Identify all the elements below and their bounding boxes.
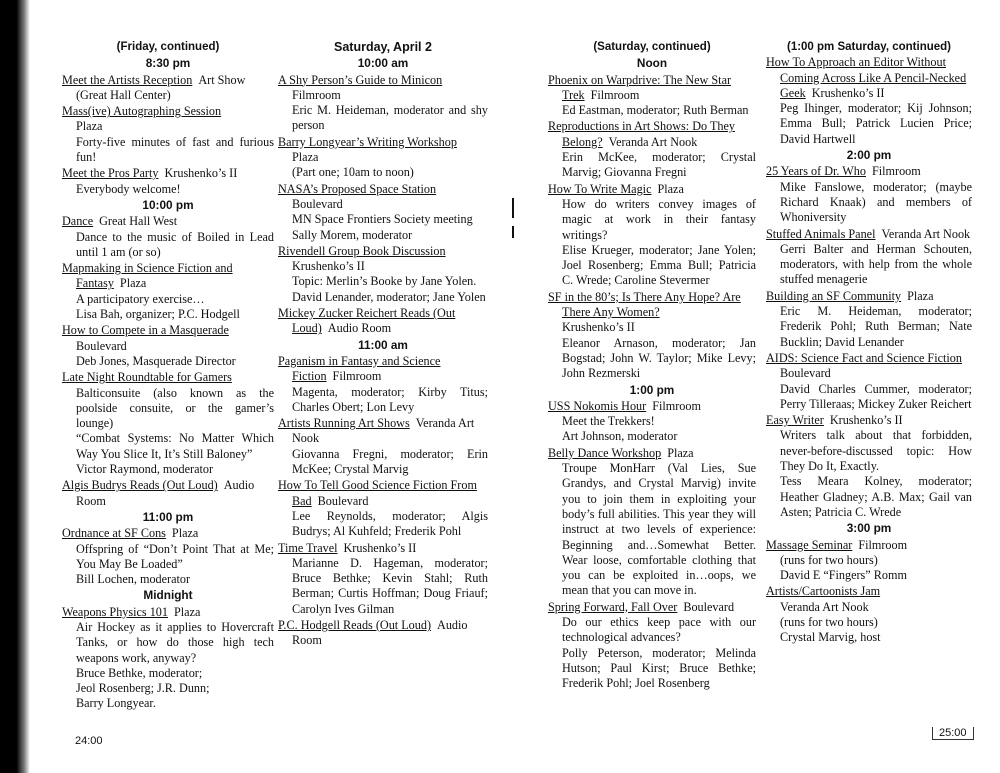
event-title: USS Nokomis Hour (548, 398, 647, 413)
event-location: Plaza (119, 276, 147, 291)
program-event (278, 73, 488, 134)
event-detail-line: Ed Eastman, moderator; Ruth Berman (562, 103, 749, 118)
event-detail-line: Deb Jones, Masquerade Director (76, 353, 236, 368)
program-event (766, 413, 972, 520)
event-detail-line: MN Space Frontiers Society meeting (292, 212, 473, 227)
event-location: Veranda Art Nook (608, 134, 698, 149)
program-event (766, 289, 972, 350)
event-detail-line: Eric M. Heideman, moderator and shy person (292, 103, 488, 133)
event-title: Reproductions in Art Shows: Do They Belong? (548, 119, 735, 149)
time-heading: 8:30 pm (145, 56, 191, 71)
event-detail-line: Writers talk about that forbidden, never-before-discussed topic: How They Do It, Exactly. (780, 428, 972, 474)
program-event (62, 73, 274, 104)
event-location: Filmroom (871, 164, 921, 179)
event-title: A Shy Person’s Guide to Minicon (278, 72, 443, 87)
event-detail-line: Lee Reynolds, moderator; Algis Budrys; Al Kuhfeld; Frederik Pohl (292, 508, 488, 539)
event-location: Great Hall West (99, 214, 178, 229)
event-title: Barry Longyear’s Writing Workshop (278, 134, 457, 149)
event-detail-line: David E “Fingers” Romm (780, 568, 907, 583)
time-heading: 1:00 pm (629, 382, 675, 397)
event-title: Meet the Pros Party (62, 166, 159, 181)
event-detail-line: Gerri Balter and Herman Schouten, moderators, with help from the whole stuffed menagerie (780, 241, 972, 287)
event-title: Building an SF Community (766, 288, 902, 303)
program-event (278, 135, 488, 181)
program-event (278, 478, 488, 539)
event-detail-line: (runs for two hours) (780, 614, 878, 629)
program-event (62, 526, 274, 587)
event-title: How To Approach an Editor Without Coming Across Like A Pencil-Necked Geek (766, 55, 967, 100)
event-title: Dance (62, 214, 94, 229)
program-event (278, 306, 488, 337)
event-detail-line: Forty-five minutes of fast and furious fun! (76, 134, 274, 165)
program-event (548, 73, 756, 119)
program-event (766, 55, 972, 147)
time-heading: 11:00 pm (142, 509, 194, 524)
event-detail-line: Boulevard (76, 338, 127, 353)
event-detail-line: Jeol Rosenberg; J.R. Dunn; (76, 681, 210, 696)
event-title: Massage Seminar (766, 537, 853, 552)
col4-sections (766, 55, 972, 645)
event-location: Veranda Art Nook (292, 416, 475, 446)
event-location: Krushenko’s II (164, 166, 238, 181)
program-event (62, 104, 274, 165)
event-detail-line: Balticonsuite (also known as the poolside consuite, or the gamer’s lounge) (76, 385, 274, 431)
fold-mark (512, 198, 514, 218)
event-location: Veranda Art Nook (881, 226, 971, 241)
event-detail-line: Bill Lochen, moderator (76, 572, 191, 587)
program-event (278, 416, 488, 477)
event-detail-line: Tess Meara Kolney, moderator; Heather Gladney; A.B. Max; Gail van Asten; Patricia C. Wrede (780, 474, 972, 519)
event-title: Time Travel (278, 540, 338, 555)
event-title: SF in the 80’s; Is There Any Hope? Are There Any Women? (548, 289, 741, 320)
event-location: Plaza (907, 288, 934, 303)
event-title: 25 Years of Dr. Who (766, 164, 866, 179)
program-event (548, 290, 756, 382)
program-event (278, 541, 488, 617)
event-location: Filmroom (590, 87, 640, 102)
event-title: Meet the Artists Reception (62, 72, 193, 87)
event-title: Mickey Zucker Reichert Reads (Out Loud) (278, 306, 456, 336)
time-heading: 10:00 am (357, 56, 409, 71)
program-event (62, 323, 274, 369)
page-number-left: 24:00 (75, 735, 103, 747)
event-detail-line: Eric M. Heideman, moderator; Frederik Pohl; Ruth Berman; Nate Bucklin; David Lenander (780, 304, 972, 349)
event-title: Late Night Roundtable for Gamers (62, 370, 232, 385)
event-detail-line: Boulevard (780, 366, 831, 381)
time-heading: 11:00 am (358, 337, 408, 352)
program-event (766, 227, 972, 288)
program-event (548, 182, 756, 289)
event-detail-line: Plaza (76, 119, 103, 134)
col1-sections (62, 56, 274, 711)
event-detail-line: Giovanna Fregni, moderator; Erin McKee; Crystal Marvig (292, 446, 488, 477)
program-event (62, 261, 274, 322)
event-location: Filmroom (652, 398, 701, 413)
program-event (548, 399, 756, 445)
event-detail-line: Magenta, moderator; Kirby Titus; Charles Obert; Lon Levy (292, 384, 488, 414)
event-detail-line: Meet the Trekkers! (562, 414, 655, 429)
time-heading: 10:00 pm (142, 197, 194, 212)
event-detail-line: Plaza (292, 150, 319, 165)
event-detail-line: Art Johnson, moderator (562, 429, 678, 444)
binding-shadow (0, 0, 30, 773)
event-title: Rivendell Group Book Discussion (278, 243, 446, 258)
program-event (278, 182, 488, 243)
time-heading: 3:00 pm (846, 521, 892, 536)
event-detail-line: Eleanor Arnason, moderator; Jan Bogstad; John W. Taylor; Mike Levy; John Rezmerski (562, 335, 756, 381)
event-location: Boulevard (683, 599, 735, 614)
event-detail-line: Veranda Art Nook (780, 599, 869, 614)
event-title: P.C. Hodgell Reads (Out Loud) (278, 617, 432, 632)
event-title: NASA’s Proposed Space Station (278, 181, 437, 196)
event-detail-line: Polly Peterson, moderator; Melinda Hutson; Paul Kirst; Bruce Bethke; Frederik Pohl; Joel Rosenberg (562, 645, 756, 691)
event-detail-line: A participatory exercise… (76, 291, 205, 306)
event-detail-line: Boulevard (292, 196, 343, 211)
event-detail-line: David Lenander, moderator; Jane Yolen (292, 289, 486, 304)
event-detail-line: Everybody welcome! (76, 181, 181, 196)
event-location: Krushenko’s II (343, 540, 417, 555)
time-heading: Noon (636, 56, 668, 71)
program-event (548, 446, 756, 599)
event-detail-line: How do writers convey images of magic at work in their fantasy writings? (562, 196, 756, 242)
event-detail-line: Topic: Merlin’s Booke by Jane Yolen. (292, 274, 477, 289)
event-location: Krushenko’s II (811, 85, 885, 100)
program-event (278, 354, 488, 415)
event-location: Art Show (198, 72, 246, 87)
event-location: Plaza (171, 526, 199, 541)
event-location: Audio Room (76, 478, 255, 508)
event-detail-line: Filmroom (292, 87, 341, 102)
event-detail-line: Air Hockey as it applies to Hovercraft Tanks, or how do those high tech weapons work, anyway? (76, 619, 274, 665)
event-detail-line: Dance to the music of Boiled in Lead until 1 am (or so) (76, 229, 274, 259)
event-location: Audio Room (292, 617, 468, 648)
event-title: How To Tell Good Science Fiction From Bad (278, 478, 477, 508)
program-event (766, 584, 972, 645)
event-detail-line: (Part one; 10am to noon) (292, 165, 414, 180)
fold-mark-2 (512, 226, 514, 238)
program-event (766, 164, 972, 225)
event-title: Phoenix on Warpdrive: The New Star Trek (548, 72, 732, 102)
event-title: Artists/Cartoonists Jam (766, 584, 881, 599)
program-event (548, 119, 756, 180)
event-detail-line: Lisa Bah, organizer; P.C. Hodgell (76, 307, 240, 322)
col2-sections (278, 56, 488, 648)
time-heading: Midnight (143, 588, 193, 603)
time-heading: 2:00 pm (846, 148, 892, 163)
program-event (62, 605, 274, 712)
program-event (278, 244, 488, 305)
event-detail-line: Sally Morem, moderator (292, 227, 413, 242)
event-title: Spring Forward, Fall Over (548, 599, 678, 614)
event-title: Weapons Physics 101 (62, 604, 168, 619)
column-4 (766, 40, 972, 647)
event-location: Plaza (174, 604, 201, 619)
event-detail-line: Barry Longyear. (76, 696, 156, 711)
page-number-right: 25:00 (932, 727, 974, 740)
saturday-continued-header: (Saturday, continued) (593, 41, 711, 53)
program-event (278, 618, 488, 649)
column-2 (278, 40, 488, 650)
column-1 (62, 40, 274, 713)
program-event (62, 166, 274, 197)
program-event (62, 370, 274, 477)
event-title: Belly Dance Workshop (548, 445, 662, 460)
event-title: Ordnance at SF Cons (62, 526, 166, 541)
event-location: Filmroom (858, 537, 908, 552)
event-location: Plaza (657, 181, 684, 196)
event-title: Mapmaking in Science Fiction and Fantasy (62, 261, 233, 291)
event-detail-line: Bruce Bethke, moderator; (76, 665, 203, 680)
event-detail-line: David Charles Cummer, moderator; Perry Tilleraas; Mickey Zuker Reichert (780, 381, 972, 411)
event-title: Stuffed Animals Panel (766, 226, 876, 241)
col3-sections (548, 56, 756, 691)
event-title: How to Compete in a Masquerade (62, 323, 229, 338)
event-title: Paganism in Fantasy and Science Fiction (278, 353, 441, 384)
event-location: Filmroom (332, 369, 382, 384)
program-event (62, 478, 274, 509)
event-title: Artists Running Art Shows (278, 416, 410, 431)
event-location: Audio Room (327, 321, 392, 336)
event-location: Boulevard (317, 493, 369, 508)
event-detail-line: Do our ethics keep pace with our technological advances? (562, 614, 756, 645)
one-pm-continued-header: (1:00 pm Saturday, continued) (786, 41, 951, 53)
program-event (766, 351, 972, 412)
program-event (766, 538, 972, 584)
event-detail-line: (runs for two hours) (780, 552, 878, 567)
event-title: Algis Budrys Reads (Out Loud) (62, 478, 218, 493)
event-title: How To Write Magic (548, 181, 652, 196)
event-title: Easy Writer (766, 413, 824, 428)
event-detail-line: Crystal Marvig, host (780, 630, 881, 645)
event-location: Plaza (667, 445, 694, 460)
event-location: Krushenko’s II (829, 413, 903, 428)
event-detail-line: (Great Hall Center) (76, 87, 171, 102)
event-detail-line: Marianne D. Hageman, moderator; Bruce Bethke; Kevin Stahl; Ruth Berman; Curtis Hoffman; Doug Friauf; Carolyn Ives Gilman (292, 555, 488, 616)
event-detail-line: Krushenko’s II (292, 259, 365, 274)
event-detail-line: Elise Krueger, moderator; Jane Yolen; Joel Rosenberg; Emma Bull; Patricia C. Wrede; Caroline Stevermer (562, 242, 756, 288)
program-event (62, 214, 274, 260)
event-title: AIDS: Science Fact and Science Fiction (766, 350, 962, 365)
event-detail-line: Troupe MonHarr (Val Lies, Sue Grandys, and Crystal Marvig) invite you to join them in exploiting your body’s full abilities. This year they will instruct at two levels of experience: Beginning and…Somewhat Better. Wear loose, comfortable clothing that you can be exploited in…oops, we mean that you can move in. (562, 461, 756, 598)
event-title: Mass(ive) Autographing Session (62, 104, 222, 119)
column-3 (548, 40, 756, 692)
event-detail-line: Erin McKee, moderator; Crystal Marvig; Giovanna Fregni (562, 150, 756, 180)
event-detail-line: Krushenko’s II (562, 320, 635, 335)
saturday-header: Saturday, April 2 (334, 40, 432, 54)
program-event (548, 600, 756, 692)
event-detail-line: Victor Raymond, moderator (76, 462, 214, 477)
event-detail-line: Offspring of “Don’t Point That at Me; You May Be Loaded” (76, 541, 274, 571)
event-detail-line: Mike Fanslowe, moderator; (maybe Richard Knaak) and members of Whoniversity (780, 179, 972, 225)
friday-continued-header: (Friday, continued) (116, 41, 220, 53)
event-detail-line: “Combat Systems: No Matter Which Way You Slice It, It’s Still Baloney” (76, 431, 274, 461)
event-detail-line: Peg Ihinger, moderator; Kij Johnson; Emma Bull; Patrick Lucien Price; David Hartwell (780, 101, 972, 146)
